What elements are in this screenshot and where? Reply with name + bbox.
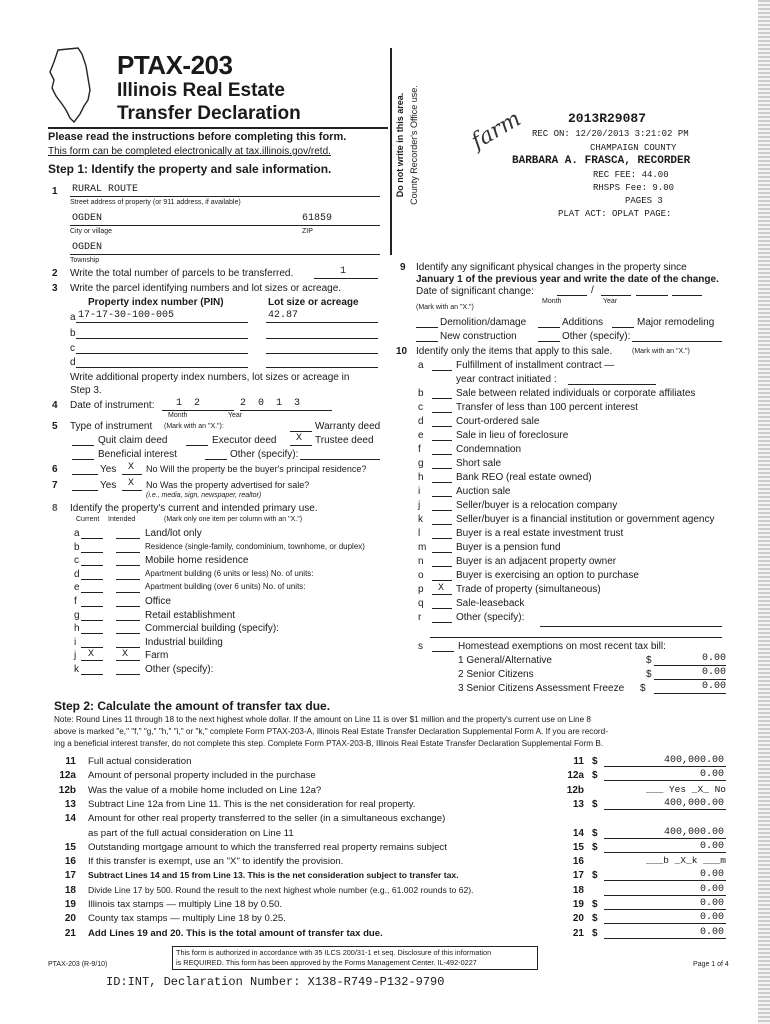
- mark-with-note: (Mark with an "X."): [416, 304, 474, 311]
- use-current-line: [81, 647, 103, 648]
- use-intended-line: [116, 592, 140, 593]
- item-text: Buyer is a pension fund: [456, 542, 561, 553]
- item-text: Trade of property (simultaneous): [456, 584, 601, 595]
- date-slash: /: [591, 285, 594, 296]
- use-intended-line: [116, 565, 140, 566]
- use-intended-line: [116, 606, 140, 607]
- calc-line-value[interactable]: 0.00: [699, 840, 724, 852]
- use-name: Retail establishment: [145, 609, 236, 621]
- calc-line-ref: 21: [572, 927, 584, 939]
- calc-dollar: $: [592, 899, 598, 910]
- line-4-text: Date of instrument:: [70, 400, 155, 411]
- calc-line-number: 19: [64, 899, 76, 910]
- calc-value-line: [604, 909, 726, 910]
- calc-dollar: $: [592, 870, 598, 882]
- township-label: Township: [70, 257, 100, 264]
- item-letter: h: [418, 472, 424, 483]
- item-mark-line: [432, 426, 452, 427]
- calc-dollar: $: [592, 927, 598, 939]
- calc-line-choice[interactable]: ___b _X_k ___m: [646, 855, 726, 867]
- pin-header: Property index number (PIN): [88, 297, 224, 308]
- line-4-number: 4: [52, 400, 58, 411]
- item-mark-line: [432, 370, 452, 371]
- item-mark-line: [432, 622, 452, 623]
- authorization-text-1: This form is authorized in accordance with 35 ILCS 200/31-1 et seq. Disclosure of this information: [176, 948, 492, 957]
- lot-a-value[interactable]: 42.87: [268, 310, 299, 321]
- step2-note-3: ing a beneficial interest transfer, do not complete this step. Complete Form PTAX-203-B, Illinois Real Estate Transfer Declaration Supplemental Form B.: [54, 739, 604, 748]
- item-letter: d: [418, 416, 424, 427]
- use-letter: i: [74, 636, 77, 648]
- use-name: Apartment building (6 units or less) No. of units:: [145, 568, 314, 578]
- pin-d-label: d: [70, 357, 76, 368]
- item-text: Buyer is exercising an option to purchase: [456, 570, 639, 581]
- item-text: Seller/buyer is a relocation company: [456, 500, 618, 511]
- date-year-value[interactable]: 2 0 1 3: [240, 398, 304, 409]
- calc-value-line: [604, 766, 726, 767]
- declaration-number: ID:INT, Declaration Number: X138-R749-P132-9790: [106, 975, 445, 989]
- doc-number: 2013R29087: [568, 111, 647, 126]
- homestead-text: Homestead exemptions on most recent tax bill:: [458, 641, 666, 652]
- calc-value-line: [604, 780, 726, 781]
- line-5-number: 5: [52, 421, 58, 432]
- trustee-mark[interactable]: X: [296, 433, 303, 444]
- calc-value-line: [604, 838, 726, 839]
- use-intended-line: [116, 620, 140, 621]
- calc-line-text: Illinois tax stamps — multiply Line 18 by 0.50.: [88, 899, 283, 910]
- calc-line-value[interactable]: 0.00: [699, 926, 724, 938]
- calc-value-line: [604, 938, 726, 939]
- lot-header: Lot size or acreage: [268, 297, 359, 308]
- item-mark-line: [432, 524, 452, 525]
- item-mark-line: [432, 608, 452, 609]
- instructions-text: Please read the instructions before completing this form.: [48, 131, 347, 143]
- calc-line-value[interactable]: 0.00: [699, 912, 724, 924]
- item-text: Transfer of less than 100 percent interest: [456, 402, 638, 413]
- line-3-text: Write the parcel identifying numbers and lot sizes or acreage.: [70, 283, 342, 294]
- recorder-name: BARBARA A. FRASCA, RECORDER: [512, 155, 691, 167]
- other-change: Other (specify):: [562, 331, 631, 342]
- calc-line-number: 13: [64, 798, 76, 810]
- pin-a-label: a: [70, 312, 76, 323]
- item-mark-line: [432, 496, 452, 497]
- plat-act: PLAT ACT: OPLAT PAGE:: [558, 209, 672, 219]
- use-intended-line: [116, 647, 140, 648]
- line-9-text-1: Identify any significant physical changes in the property since: [416, 262, 687, 273]
- county-use-note: County Recorder's Office use.: [409, 85, 419, 205]
- item-letter: e: [418, 430, 424, 441]
- additional-pin-note-1: Write additional property index numbers, lot sizes or acreage in: [70, 372, 350, 383]
- item-year-line: [568, 384, 656, 385]
- calc-line-text: Add Lines 19 and 20. This is the total amount of transfer tax due.: [88, 927, 383, 939]
- use-letter: k: [74, 664, 79, 675]
- use-letter: g: [74, 609, 80, 621]
- use-letter: h: [74, 623, 80, 635]
- item-mark-line: [432, 412, 452, 413]
- calc-line-ref: 12a: [567, 770, 584, 782]
- item-mark-line: [432, 468, 452, 469]
- calc-line-text: Divide Line 17 by 500. Round the result to the next highest whole number (e.g., 61.002 rounds to 62).: [88, 884, 474, 895]
- homestead-general-value[interactable]: 0.00: [701, 653, 726, 664]
- calc-line-value[interactable]: 0.00: [699, 898, 724, 909]
- pin-a-value[interactable]: 17-17-30-100-005: [78, 310, 175, 321]
- item-text: Buyer is a real estate investment trust: [456, 528, 624, 539]
- calc-line-value[interactable]: 0.00: [699, 869, 724, 881]
- scan-edge: [758, 0, 770, 1024]
- item-text: Short sale: [456, 458, 502, 469]
- item-mark-line: [432, 510, 452, 511]
- calc-line-number: 14: [64, 813, 76, 825]
- item-s-letter: s: [418, 641, 423, 652]
- calc-line-ref: 11: [573, 756, 584, 767]
- page-number: Page 1 of 4: [693, 961, 729, 968]
- line-8-number: 8: [52, 503, 58, 514]
- line-7-mark[interactable]: X: [128, 478, 135, 489]
- item-letter: n: [418, 556, 424, 567]
- use-name: Residence (single-family, condominium, townhome, or duplex): [145, 541, 365, 551]
- use-current-line: [81, 592, 103, 593]
- item-text: Fulfillment of installment contract —: [456, 360, 615, 371]
- homestead-senior-dollar: $: [646, 669, 652, 680]
- use-intended-line: [116, 674, 140, 675]
- item-letter: b: [418, 388, 424, 399]
- calc-line-number: 11: [65, 756, 76, 767]
- use-letter: b: [74, 541, 80, 553]
- line-10-number: 10: [396, 346, 408, 357]
- calc-line-value[interactable]: 0.00: [699, 769, 724, 781]
- item-letter: o: [418, 570, 424, 581]
- authorization-text-2: is REQUIRED. This form has been approved by the Forms Management Center. IL-492-0227: [176, 958, 477, 967]
- item-text: Sale-leaseback: [456, 598, 525, 609]
- calc-line-number: 15: [64, 841, 76, 853]
- calc-dollar: $: [592, 827, 598, 839]
- line-6-question: No Will the property be the buyer's principal residence?: [146, 464, 367, 474]
- date-month-value[interactable]: 1 2: [176, 398, 204, 409]
- warranty-deed: Warranty deed: [315, 421, 381, 432]
- calc-line-number: 12b: [58, 784, 76, 796]
- use-name: Mobile home residence: [145, 555, 249, 567]
- calc-line-text: Subtract Lines 14 and 15 from Line 13. This is the net consideration subject to transfer tax.: [88, 870, 459, 881]
- form-id: PTAX-203: [117, 50, 233, 80]
- item-mark-line: [432, 482, 452, 483]
- item-letter: k: [418, 514, 423, 525]
- line-8-text: Identify the property's current and intended primary use.: [70, 503, 318, 514]
- line-2-number: 2: [52, 268, 58, 279]
- use-current-line: [81, 579, 103, 580]
- calc-dollar: $: [592, 841, 598, 853]
- month-label: Month: [168, 412, 188, 419]
- form-revision: PTAX-203 (R-9/10): [48, 961, 108, 968]
- calc-line-ref: 18: [572, 884, 584, 896]
- calc-line-text: Full actual consideration: [88, 756, 192, 767]
- calc-line-ref: 12b: [566, 784, 584, 796]
- township-value[interactable]: OGDEN: [72, 242, 103, 253]
- item-mark-line: [432, 566, 452, 567]
- parcel-count[interactable]: 1: [340, 266, 347, 277]
- use-current-line: [81, 552, 103, 553]
- zip-label: ZIP: [302, 228, 313, 235]
- line-2-text: Write the total number of parcels to be transferred.: [70, 268, 294, 279]
- quit-claim-deed: Quit claim deed: [98, 435, 168, 446]
- calc-dollar: $: [592, 770, 598, 782]
- city-label: City or village: [70, 228, 113, 235]
- use-current-line: [81, 620, 103, 621]
- use-current-line: [81, 633, 103, 634]
- calc-line-text: Amount of personal property included in the purchase: [88, 770, 316, 782]
- year-label: Year: [228, 412, 243, 419]
- item-mark-line: [432, 398, 452, 399]
- item-letter: f: [418, 444, 421, 455]
- line-7-question: No Was the property advertised for sale?: [146, 480, 310, 490]
- calc-line-text: If this transfer is exempt, use an "X" to identify the provision.: [88, 856, 344, 868]
- item-mark[interactable]: X: [438, 583, 445, 594]
- item-mark-line: [432, 454, 452, 455]
- calc-line-number: 12a: [59, 770, 76, 782]
- use-current-line: [81, 660, 103, 661]
- calc-line-text: Was the value of a mobile home included on Line 12a?: [88, 784, 322, 796]
- illinois-map-icon: [44, 44, 104, 128]
- use-intended-line: [116, 552, 140, 553]
- calc-line-ref: 15: [572, 841, 584, 853]
- mark-x-note: (Mark with an "X."):: [164, 423, 224, 430]
- calc-line-number: 20: [64, 913, 76, 925]
- chg-month-label: Month: [542, 298, 562, 305]
- use-current-line: [81, 674, 103, 675]
- item-text: Other (specify):: [456, 612, 525, 623]
- calc-line-text: County tax stamps — multiply Line 18 by 0.25.: [88, 913, 286, 925]
- street-address-value[interactable]: RURAL ROUTE: [72, 184, 139, 195]
- step2-note-2: above is marked "e," "f," "g," "h," "i," or "k," complete Form PTAX-203-A, Illinois Real Estate Transfer Declaration Supplemental Form A. If you are record-: [54, 727, 608, 736]
- line-7-note: (i.e., media, sign, newspaper, realtor): [146, 492, 262, 499]
- use-name: Farm: [145, 650, 169, 662]
- line-10-text: Identify only the items that apply to this sale.: [416, 346, 613, 357]
- calc-dollar: $: [592, 798, 598, 810]
- homestead-freeze-dollar: $: [640, 683, 646, 694]
- intended-col-label: Intended: [108, 516, 136, 523]
- line-6-mark[interactable]: X: [128, 462, 135, 473]
- pin-b-label: b: [70, 328, 76, 339]
- item-letter: a: [418, 360, 424, 371]
- item-text: Sale between related individuals or corporate affiliates: [456, 388, 696, 399]
- use-current-mark[interactable]: X: [88, 649, 95, 661]
- item-mark-line: [432, 594, 452, 595]
- line-1-number: 1: [52, 186, 58, 197]
- calc-line-ref: 13: [572, 798, 584, 810]
- item-text: Seller/buyer is a financial institution or government agency: [456, 514, 715, 525]
- use-current-line: [81, 538, 103, 539]
- calc-line-ref: 14: [572, 827, 584, 839]
- use-name: Commercial building (specify):: [145, 623, 279, 635]
- new-construction: New construction: [440, 331, 517, 342]
- item-letter: q: [418, 598, 424, 609]
- item-text: year contract initiated :: [456, 374, 557, 385]
- item-letter: p: [418, 584, 424, 595]
- use-intended-line: [116, 579, 140, 580]
- calc-line-number: 16: [64, 856, 76, 868]
- calc-line-number: 17: [64, 870, 76, 882]
- rec-fee: REC FEE: 44.00: [593, 170, 669, 180]
- use-letter: c: [74, 555, 79, 567]
- use-intended-line: [116, 538, 140, 539]
- use-letter: d: [74, 568, 80, 580]
- line-9-number: 9: [400, 262, 406, 273]
- line-6-number: 6: [52, 464, 58, 475]
- mark-one-note: (Mark only one item per column with an "X."): [164, 516, 303, 523]
- use-name: Apartment building (over 6 units) No. of units:: [145, 582, 306, 592]
- homestead-freeze: 3 Senior Citizens Assessment Freeze: [458, 683, 625, 694]
- line-9-text-3: Date of significant change:: [416, 286, 534, 297]
- calc-dollar: $: [592, 756, 598, 767]
- use-letter: f: [74, 596, 77, 607]
- item-letter: l: [418, 528, 421, 539]
- item-mark-line: [432, 538, 452, 539]
- line-6-yes: Yes: [100, 464, 117, 475]
- calc-line-ref: 16: [572, 856, 584, 868]
- header-divider: [390, 48, 392, 255]
- homestead-general: 1 General/Alternative: [458, 655, 552, 666]
- do-not-write-note: Do not write in this area.: [395, 92, 405, 198]
- zip-value[interactable]: 61859: [302, 213, 333, 224]
- calc-line-text: as part of the full actual consideration on Line 11: [88, 827, 294, 839]
- calc-line-value[interactable]: 0.00: [699, 883, 724, 895]
- major-remodeling: Major remodeling: [637, 317, 715, 328]
- use-current-line: [81, 606, 103, 607]
- calc-value-line: [604, 809, 726, 810]
- calc-line-choice[interactable]: ___ Yes _X_ No: [646, 783, 726, 795]
- step1-title: Step 1: Identify the property and sale information.: [48, 162, 332, 176]
- calc-line-value[interactable]: 400,000.00: [663, 755, 724, 766]
- item-letter: j: [418, 500, 421, 511]
- use-name: Land/lot only: [145, 528, 202, 539]
- line-9-text-2: January 1 of the previous year and write the date of the change.: [416, 274, 719, 285]
- item-text: Buyer is an adjacent property owner: [456, 556, 617, 567]
- calc-value-line: [604, 895, 726, 896]
- use-name: Industrial building: [145, 636, 223, 648]
- other-instrument: Other (specify):: [230, 449, 299, 460]
- use-intended-mark[interactable]: X: [122, 649, 129, 661]
- step2-note-1: Note: Round Lines 11 through 18 to the next highest whole dollar. If the amount on Line 11 is over $1 million and the property's current use on Line 8: [54, 715, 591, 724]
- calc-dollar: $: [592, 913, 598, 925]
- item-letter: m: [418, 542, 427, 553]
- calc-line-number: 18: [64, 884, 76, 896]
- item-text: Condemnation: [456, 444, 522, 455]
- line-5-text: Type of instrument: [70, 421, 153, 432]
- line-3-number: 3: [52, 283, 58, 294]
- trustee-deed: Trustee deed: [315, 435, 374, 446]
- line-7-number: 7: [52, 480, 58, 491]
- item-letter: i: [418, 486, 421, 497]
- pages: PAGES 3: [625, 196, 663, 206]
- use-intended-line: [116, 660, 140, 661]
- use-name: Other (specify):: [145, 664, 214, 675]
- use-intended-line: [116, 633, 140, 634]
- homestead-senior: 2 Senior Citizens: [458, 669, 534, 680]
- calc-line-value[interactable]: 400,000.00: [663, 826, 724, 838]
- executor-deed: Executor deed: [212, 435, 277, 446]
- step2-title: Step 2: Calculate the amount of transfer tax due.: [54, 699, 331, 713]
- line-10-mark-note: (Mark with an "X."): [632, 348, 690, 355]
- item-text: Sale in lieu of foreclosure: [456, 430, 569, 441]
- calc-line-number: 21: [64, 927, 76, 939]
- item-letter: r: [418, 612, 422, 623]
- calc-line-text: Amount for other real property transferred to the seller (in a simultaneous exchange): [88, 813, 446, 825]
- rec-on: REC ON: 12/20/2013 3:21:02 PM: [532, 129, 689, 139]
- calc-line-ref: 19: [572, 899, 584, 910]
- calc-value-line: [604, 923, 726, 924]
- calc-line-text: Outstanding mortgage amount to which the transferred real property remains subject: [88, 841, 447, 853]
- additional-pin-note-2: Step 3.: [70, 385, 102, 396]
- calc-line-value[interactable]: 400,000.00: [663, 797, 724, 809]
- calc-value-line: [604, 852, 726, 853]
- handwritten-note: farm: [467, 106, 526, 155]
- item-text: Auction sale: [456, 486, 511, 497]
- homestead-general-dollar: $: [646, 655, 652, 666]
- chg-year-label: Year: [603, 298, 618, 305]
- homestead-senior-value[interactable]: 0.00: [701, 667, 726, 678]
- calc-value-line: [604, 880, 726, 881]
- additions: Additions: [562, 317, 604, 328]
- item-mark-line: [432, 552, 452, 553]
- rhsps-fee: RHSPS Fee: 9.00: [593, 183, 675, 193]
- county: CHAMPAIGN COUNTY: [590, 143, 677, 153]
- calc-line-ref: 20: [572, 913, 584, 925]
- electronic-link[interactable]: This form can be completed electronically at tax.illinois.gov/retd.: [48, 146, 331, 157]
- use-letter: a: [74, 528, 80, 539]
- item-letter: g: [418, 458, 424, 469]
- street-address-label: Street address of property (or 911 address, if available): [70, 199, 241, 206]
- use-letter: e: [74, 582, 80, 594]
- demolition: Demolition/damage: [440, 317, 527, 328]
- calc-line-text: Subtract Line 12a from Line 11. This is the net consideration for real property.: [88, 798, 416, 810]
- calc-line-ref: 17: [572, 870, 584, 882]
- use-current-line: [81, 565, 103, 566]
- use-letter: j: [74, 650, 77, 662]
- item-r-other-line: [540, 626, 722, 627]
- form-title-line2: Transfer Declaration: [117, 103, 301, 124]
- homestead-freeze-value[interactable]: 0.00: [701, 681, 726, 692]
- item-letter: c: [418, 402, 423, 413]
- pin-c-label: c: [70, 343, 75, 354]
- current-col-label: Current: [76, 516, 100, 523]
- item-mark-line: [432, 580, 452, 581]
- item-mark-line: [432, 440, 452, 441]
- use-name: Office: [145, 596, 171, 607]
- form-title-line1: Illinois Real Estate: [117, 80, 285, 101]
- city-value[interactable]: OGDEN: [72, 213, 103, 224]
- item-text: Court-ordered sale: [456, 416, 540, 427]
- line-7-yes: Yes: [100, 480, 117, 491]
- beneficial-interest: Beneficial interest: [98, 449, 177, 460]
- item-text: Bank REO (real estate owned): [456, 472, 592, 483]
- authorization-box: [172, 946, 538, 970]
